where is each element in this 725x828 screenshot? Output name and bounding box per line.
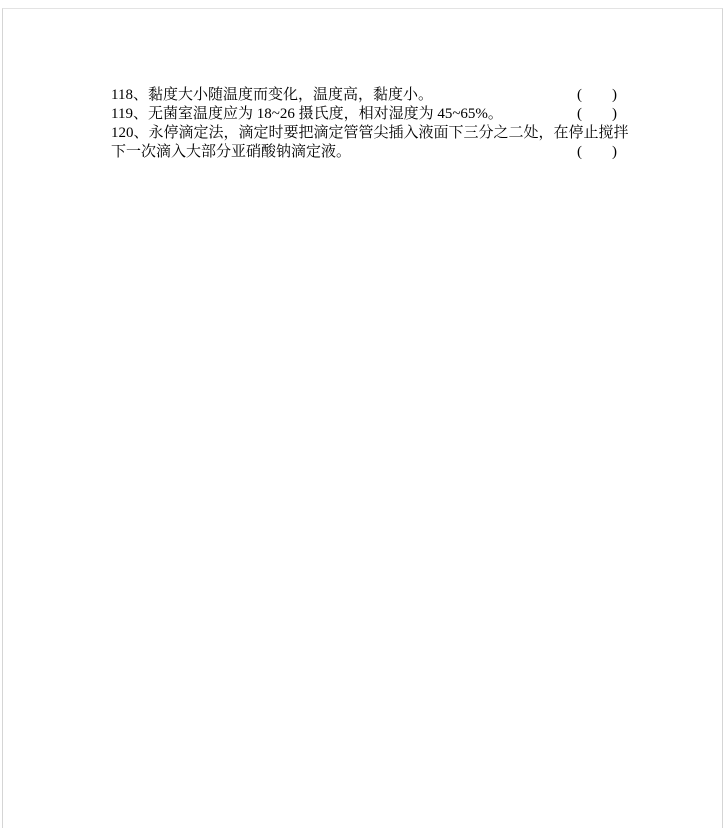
question-text: 黏度大小随温度而变化，温度高，黏度小。 [147,87,433,103]
question-120-continuation-text: 下一次滴入大部分亚硝酸钠滴定液。 [111,144,352,160]
question-120-line2 [111,143,617,162]
question-number: 120、 [111,125,149,141]
answer-blank-119: ( ) [577,106,617,122]
question-text: 永停滴定法，滴定时要把滴定管管尖插入液面下三分之二处，在停止搅拌 [148,125,629,141]
question-119-text [111,105,503,124]
question-118-text [111,86,433,105]
question-120-line1 [111,124,629,143]
question-120-text [111,124,629,143]
question-number: 118、 [111,87,148,103]
question-text: 无菌室温度应为 18~26 摄氏度，相对湿度为 45~65%。 [147,106,503,122]
question-119 [111,105,617,124]
question-118 [111,86,617,105]
document-page [2,8,723,828]
question-number: 119、 [111,106,148,122]
answer-blank-118: ( ) [577,87,617,103]
question-list [111,86,629,162]
answer-blank-120: ( ) [577,144,617,160]
